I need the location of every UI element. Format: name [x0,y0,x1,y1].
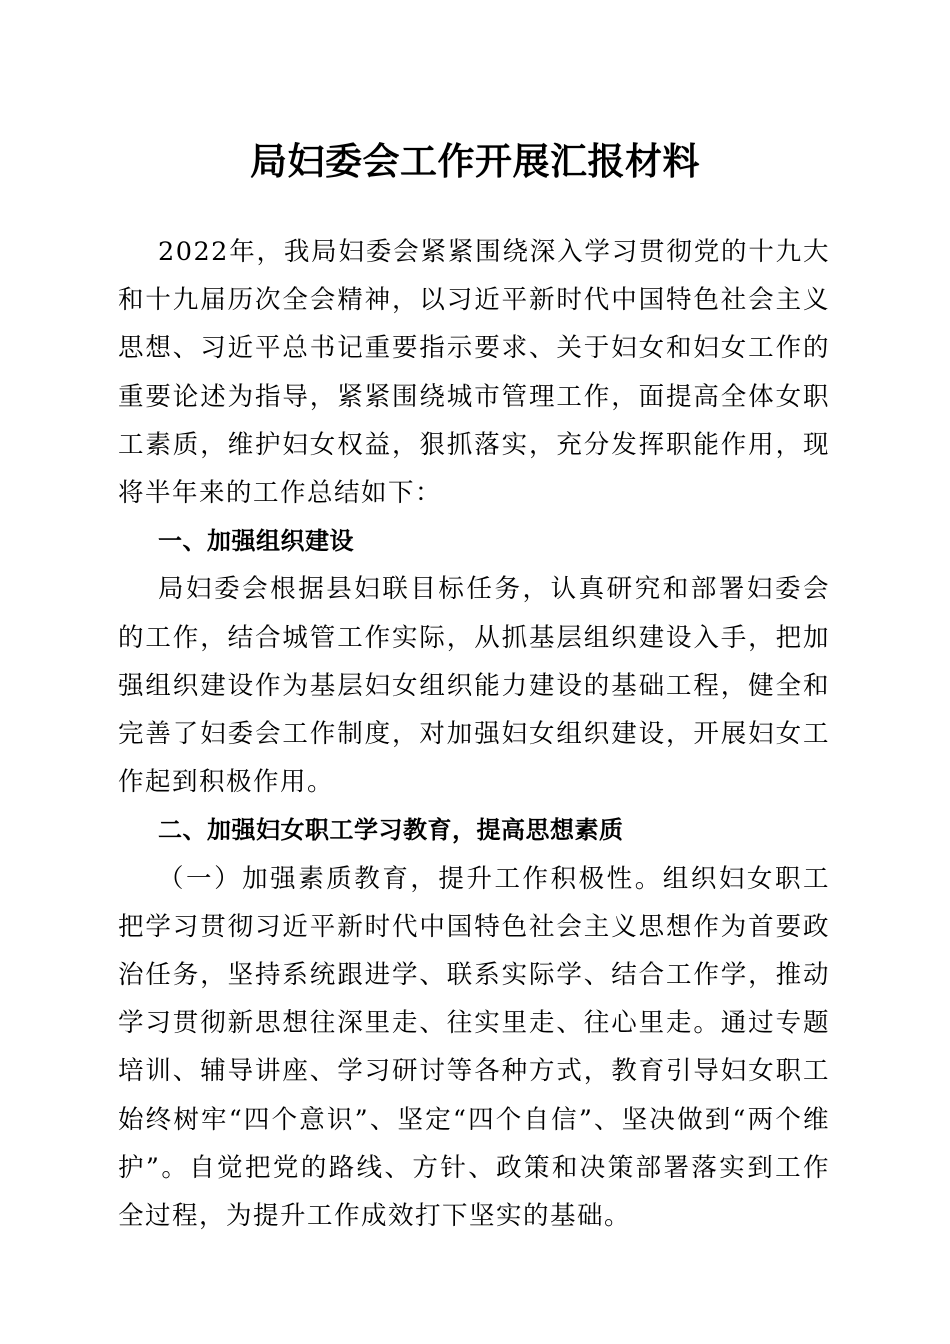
intro-paragraph: 2022年，我局妇委会紧紧围绕深入学习贯彻党的十九大和十九届历次全会精神，以习近平新时代中国特色社会主义思想、习近平总书记重要指示要求、关于妇女和妇女工作的重要论述为指导，紧紧围绕城市管理工作，面提高全体女职工素质，维护妇女权益，狠抓落实，充分发挥职能作用，现将半年来的工作总结如下： [118,237,830,509]
section-1-paragraph: 局妇委会根据县妇联目标任务，认真研究和部署妇委会的工作，结合城管工作实际，从抓基层组织建设入手，把加强组织建设作为基层妇女组织能力建设的基础工程，健全和完善了妇委会工作制度，对加强妇女组织建设，开展妇女工作起到积极作用。 [118,574,830,798]
section-2-paragraph: （一）加强素质教育，提升工作积极性。组织妇女职工把学习贯彻习近平新时代中国特色社会主义思想作为首要政治任务，坚持系统跟进学、联系实际学、结合工作学，推动学习贯彻新思想往深里走、往实里走、往心里走。通过专题培训、辅导讲座、学习研讨等各种方式，教育引导妇女职工始终树牢“四个意识”、坚定“四个自信”、坚决做到“两个维护”。自觉把党的路线、方针、政策和决策部署落实到工作全过程，为提升工作成效打下坚实的基础。 [118,863,830,1232]
document-title: 局妇委会工作开展汇报材料 [250,139,700,183]
document-body [118,228,830,1240]
section-1-heading: 一、加强组织建设 [158,527,354,556]
section-2-heading: 二、加强妇女职工学习教育，提高思想素质 [158,816,624,845]
